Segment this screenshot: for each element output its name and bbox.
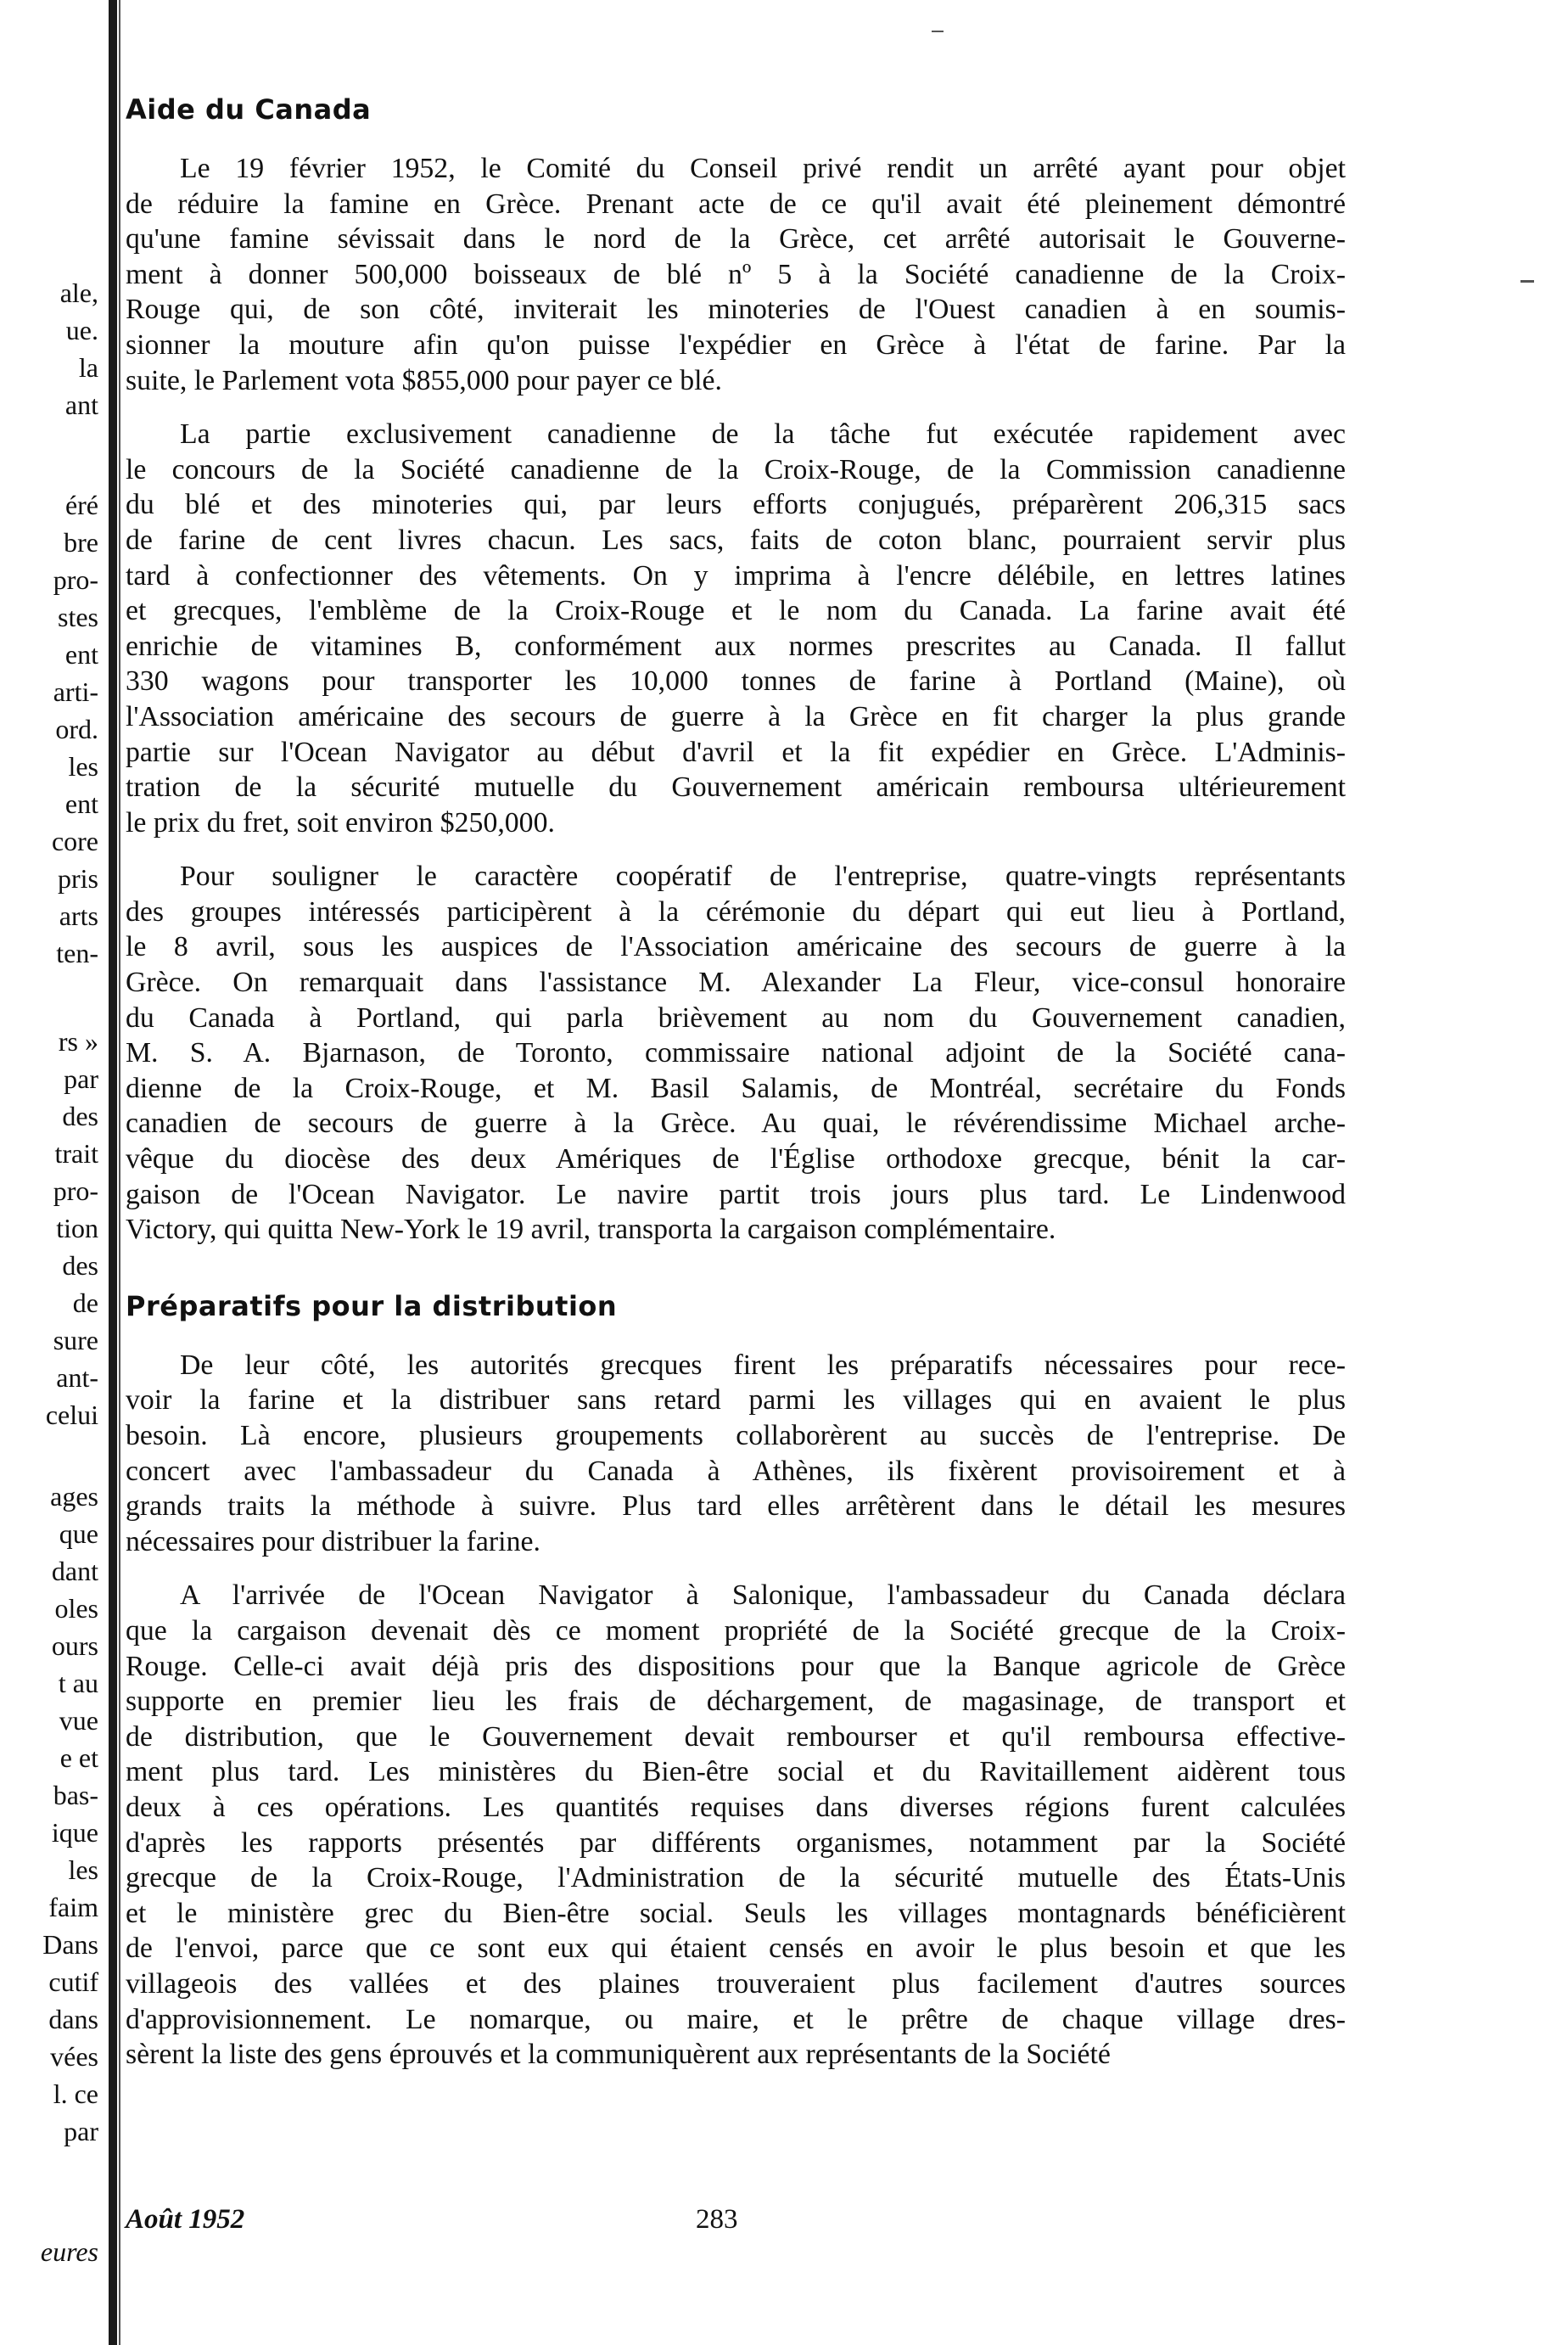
text-line: dienne de la Croix-Rouge, et M. Basil Salamis, de Montréal, secrétaire du Fonds — [126, 1072, 1346, 1104]
section-preparatifs-body — [126, 1348, 1346, 2073]
text-line: tration de la sécurité mutuelle du Gouvernement américain remboursa ultérieurement — [126, 771, 1346, 804]
text-line: tard à confectionner des vêtements. On y imprima à l'encre délébile, en lettres latines — [126, 559, 1346, 592]
text-line: que la cargaison devenait dès ce moment propriété de la Société grecque de la Croix- — [126, 1614, 1346, 1647]
text-line: ment à donner 500,000 boisseaux de blé nº 5 à la Société canadienne de la Croix- — [126, 258, 1346, 290]
margin-fragment: ent — [64, 788, 98, 819]
text-line: Grèce. On remarquait dans l'assistance M. Alexander La Fleur, vice-consul honoraire — [126, 967, 1346, 999]
section-heading-aide: Aide du Canada — [126, 93, 372, 126]
margin-fragment: trait — [54, 1138, 98, 1169]
paragraph — [126, 151, 1346, 398]
margin-fragment: faim — [48, 1892, 98, 1922]
text-line: concert avec l'ambassadeur du Canada à Athènes, ils fixèrent provisoirement et à — [126, 1455, 1346, 1487]
margin-fragment: la — [78, 352, 98, 383]
margin-fragment: les — [68, 751, 98, 782]
text-line: partie sur l'Ocean Navigator au début d'avril et la fit expédier en Grèce. L'Adminis- — [126, 736, 1346, 768]
margin-fragment: bre — [64, 527, 98, 558]
margin-fragment: ique — [51, 1817, 98, 1848]
text-line: de distribution, que le Gouvernement devait rembourser et qu'il remboursa effective- — [126, 1720, 1346, 1753]
margin-fragment: pris — [58, 863, 98, 894]
text-line: d'approvisionnement. Le nomarque, ou maire, et le prêtre de chaque village dres- — [126, 2003, 1346, 2035]
margin-fragment: pro- — [53, 564, 98, 595]
text-line: enrichie de vitamines B, conformément aux normes prescrites au Canada. Il fallut — [126, 630, 1346, 662]
text-line: grecque de la Croix-Rouge, l'Administration de la sécurité mutuelle des États-Unis — [126, 1862, 1346, 1894]
document-page — [126, 93, 1346, 2073]
paragraph — [126, 1348, 1346, 1560]
text-line: supporte en premier lieu les frais de déchargement, de magasinage, de transport et — [126, 1686, 1346, 1718]
text-line: l'Association américaine des secours de guerre à la Grèce en fit charger la plus grande — [126, 700, 1346, 732]
margin-fragment: oles — [54, 1593, 98, 1624]
scan-mark — [932, 31, 944, 32]
text-line: villageois des vallées et des plaines trouveraient plus facilement d'autres sources — [126, 1967, 1346, 2000]
text-line: qu'une famine sévissait dans le nord de la Grèce, cet arrêté autorisait le Gouverne- — [126, 223, 1346, 255]
text-line: le prix du fret, soit environ $250,000. — [126, 806, 555, 839]
text-line: de farine de cent livres chacun. Les sacs, faits de coton blanc, pourraient servir plus — [126, 524, 1346, 556]
margin-fragment: des — [62, 1101, 98, 1131]
margin-fragment: sure — [53, 1325, 98, 1355]
text-line: canadien de secours de guerre à la Grèce. Au quai, le révérendissime Michael arche- — [126, 1108, 1346, 1140]
text-line: suite, le Parlement vota $855,000 pour payer ce blé. — [126, 364, 722, 396]
margin-fragment: rs » — [58, 1026, 98, 1057]
margin-fragment: les — [68, 1854, 98, 1885]
page-number: 283 — [696, 2204, 738, 2235]
margin-fragment: l. ce — [53, 2079, 98, 2109]
margin-fragment: ten- — [56, 938, 98, 968]
margin-fragment: dans — [48, 2004, 98, 2034]
section-heading-preparatifs: Préparatifs pour la distribution — [126, 1289, 618, 1322]
margin-fragment: éré — [64, 490, 98, 520]
text-line: A l'arrivée de l'Ocean Navigator à Salonique, l'ambassadeur du Canada déclara — [180, 1579, 1346, 1612]
left-margin-fragments — [0, 0, 102, 2345]
margin-fragment: pro- — [53, 1175, 98, 1206]
margin-fragment: vées — [50, 2041, 98, 2072]
margin-fragment: core — [51, 826, 98, 856]
text-line: le 8 avril, sous les auspices de l'Association américaine des secours de guerre à la — [126, 931, 1346, 963]
margin-fragment: ours — [51, 1630, 98, 1661]
text-line: et grecques, l'emblème de la Croix-Rouge et le nom du Canada. La farine avait été — [126, 595, 1346, 627]
text-line: ment plus tard. Les ministères du Bien-être social et du Ravitaillement aidèrent tous — [126, 1756, 1346, 1788]
text-line: sèrent la liste des gens éprouvés et la communiquèrent aux représentants de la Société — [126, 2039, 1111, 2071]
text-line: La partie exclusivement canadienne de la tâche fut exécutée rapidement avec — [180, 418, 1346, 451]
margin-fragment: t au — [58, 1668, 98, 1698]
margin-fragment: tion — [56, 1213, 98, 1243]
margin-fragment: stes — [58, 602, 98, 632]
text-line: voir la farine et la distribuer sans retard parmi les villages qui en avaient le plus — [126, 1384, 1346, 1417]
text-line: sionner la mouture afin qu'on puisse l'expédier en Grèce à l'état de farine. Par la — [126, 328, 1346, 361]
paragraph — [126, 417, 1346, 840]
margin-fragment: eures — [40, 2236, 98, 2267]
book-spine-shadow — [109, 0, 117, 2345]
book-spine-line — [119, 0, 120, 2345]
text-line: Rouge. Celle-ci avait déjà pris des dispositions pour que la Banque agricole de Grèce — [126, 1650, 1346, 1682]
text-line: Victory, qui quitta New-York le 19 avril, transporta la cargaison complémentaire. — [126, 1214, 1056, 1246]
margin-fragment: ages — [50, 1481, 98, 1512]
paragraph — [126, 1578, 1346, 2072]
margin-fragment: cutif — [48, 1966, 98, 1997]
margin-fragment: e et — [59, 1742, 98, 1773]
text-line: et le ministère grec du Bien-être social. Seuls les villages montagnards bénéficièrent — [126, 1897, 1346, 1929]
text-line: 330 wagons pour transporter les 10,000 tonnes de farine à Portland (Maine), où — [126, 665, 1346, 698]
margin-fragment: celui — [45, 1400, 98, 1430]
text-line: de réduire la famine en Grèce. Prenant acte de ce qu'il avait été pleinement démontré — [126, 188, 1346, 220]
footer-date: Août 1952 — [126, 2204, 245, 2235]
margin-fragment: arti- — [53, 676, 98, 707]
text-line: Pour souligner le caractère coopératif de l'entreprise, quatre-vingts représentants — [180, 861, 1346, 893]
margin-fragment: Dans — [42, 1929, 98, 1960]
text-line: M. S. A. Bjarnason, de Toronto, commissaire national adjoint de la Société cana- — [126, 1037, 1346, 1069]
text-line: grands traits la méthode à suivre. Plus tard elles arrêtèrent dans le détail les mesures — [126, 1490, 1346, 1523]
scan-mark — [1520, 280, 1534, 283]
margin-fragment: ord. — [55, 714, 98, 744]
margin-fragment: ent — [64, 639, 98, 670]
text-line: De leur côté, les autorités grecques firent les préparatifs nécessaires pour rece- — [180, 1349, 1346, 1381]
text-line: gaison de l'Ocean Navigator. Le navire partit trois jours plus tard. Le Lindenwood — [126, 1178, 1346, 1210]
margin-fragment: que — [59, 1518, 98, 1549]
text-line: du Canada à Portland, qui parla brièvement au nom du Gouvernement canadien, — [126, 1001, 1346, 1034]
text-line: d'après les rapports présentés par différents organismes, notamment par la Société — [126, 1826, 1346, 1859]
margin-fragment: de — [72, 1288, 98, 1318]
section-aide-body — [126, 151, 1346, 1248]
margin-fragment: arts — [59, 900, 98, 931]
text-line: deux à ces opérations. Les quantités requises dans diverses régions furent calculées — [126, 1791, 1346, 1823]
margin-fragment: par — [64, 1063, 98, 1094]
text-line: besoin. Là encore, plusieurs groupements collaborèrent au succès de l'entreprise. De — [126, 1420, 1346, 1451]
margin-fragment: par — [64, 2116, 98, 2146]
text-line: Le 19 février 1952, le Comité du Conseil privé rendit un arrêté ayant pour objet — [180, 153, 1346, 184]
text-line: vêque du diocèse des deux Amériques de l'Église orthodoxe grecque, bénit la car- — [126, 1143, 1346, 1175]
margin-fragment: ale, — [59, 278, 98, 308]
text-line: Rouge qui, de son côté, inviterait les minoteries de l'Ouest canadien à en soumis- — [126, 294, 1346, 326]
margin-fragment: vue — [59, 1705, 98, 1736]
margin-fragment: bas- — [53, 1780, 98, 1810]
text-line: des groupes intéressés participèrent à la cérémonie du départ qui eut lieu à Portland, — [126, 895, 1346, 928]
margin-fragment: dant — [51, 1556, 98, 1586]
margin-fragment: ant- — [56, 1362, 98, 1393]
text-line: nécessaires pour distribuer la farine. — [126, 1525, 540, 1557]
paragraph — [126, 859, 1346, 1248]
text-line: de l'envoi, parce que ce sont eux qui étaient censés en avoir le plus besoin et que les — [126, 1933, 1346, 1965]
text-line: le concours de la Société canadienne de la Croix-Rouge, de la Commission canadienne — [126, 453, 1346, 485]
text-line: du blé et des minoteries qui, par leurs efforts conjugués, préparèrent 206,315 sacs — [126, 489, 1346, 521]
margin-fragment: des — [62, 1250, 98, 1281]
margin-fragment: ant — [64, 390, 98, 420]
margin-fragment: ue. — [65, 315, 98, 345]
